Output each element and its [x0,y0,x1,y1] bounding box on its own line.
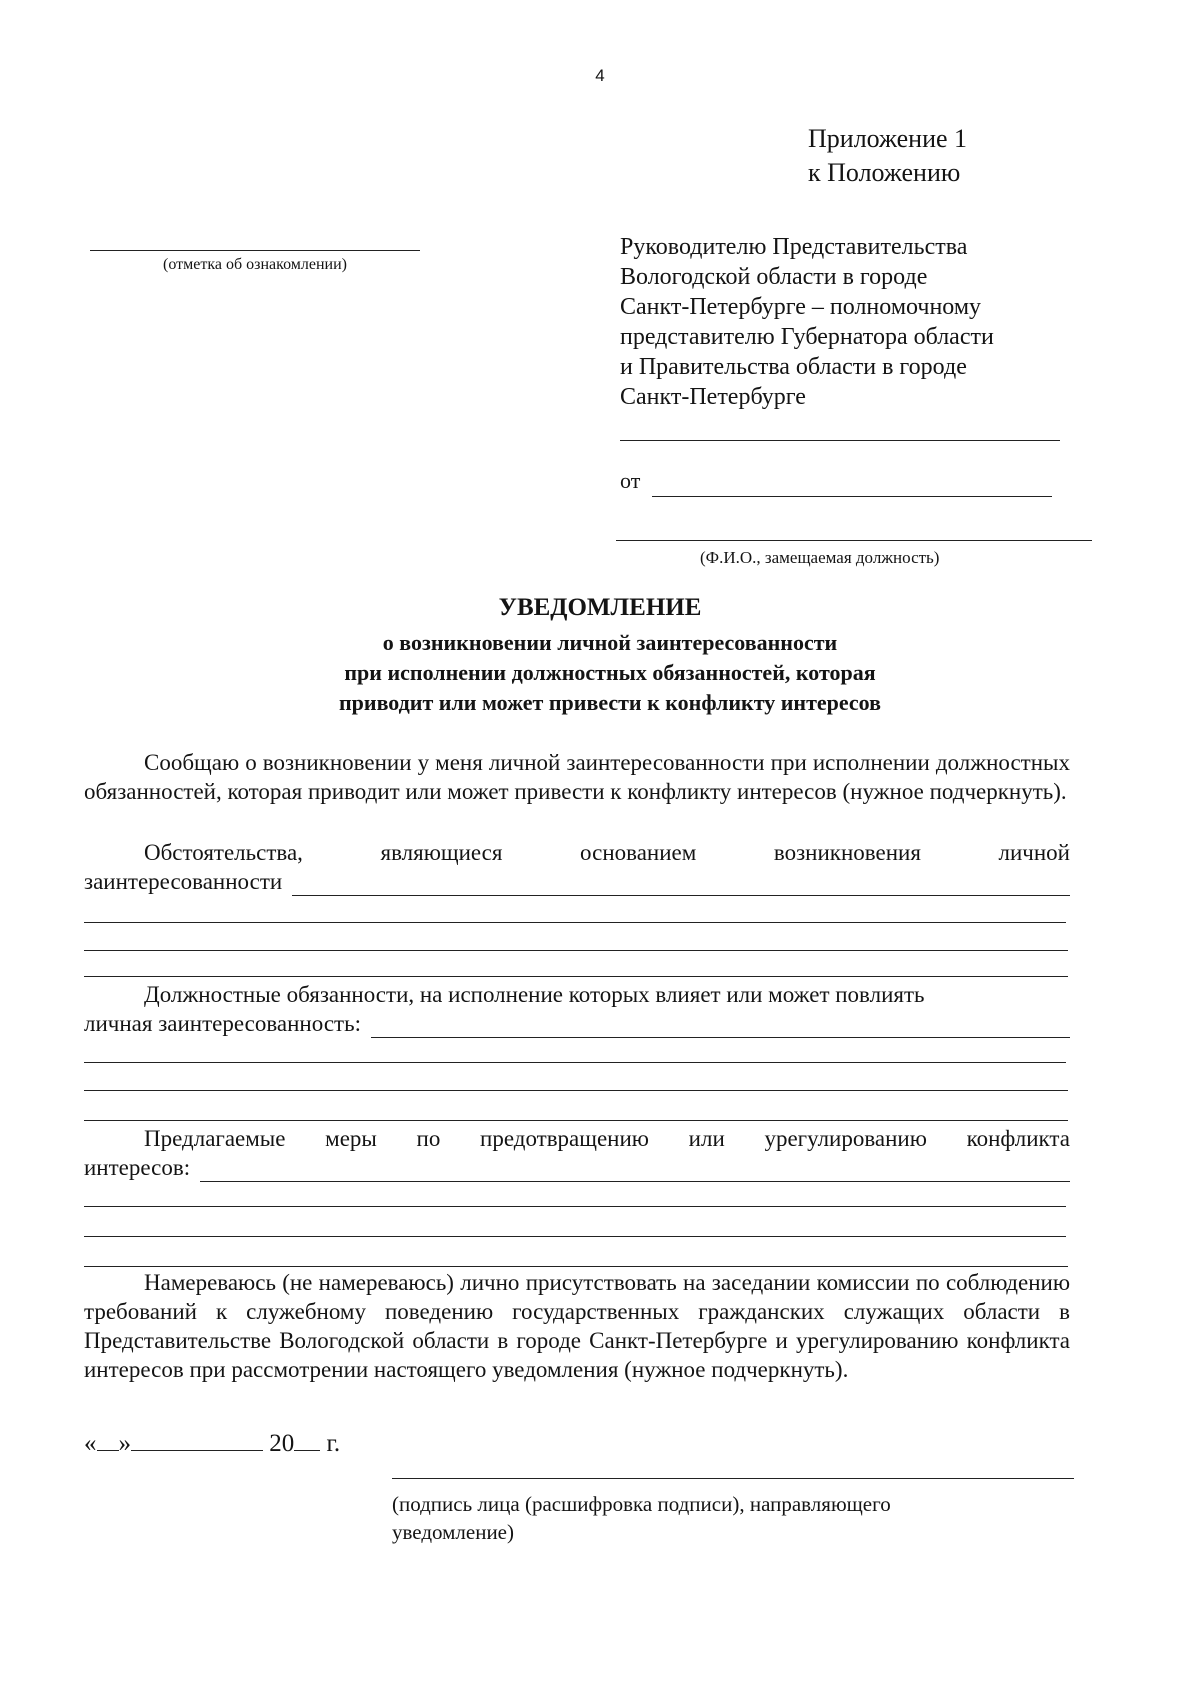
duties-blank-line[interactable] [84,1090,1068,1091]
duties-input-line[interactable] [371,1015,1070,1038]
sender-position-line [616,540,1092,541]
addressee-line: Вологодской области в городе [620,264,928,290]
circumstances-blank-line[interactable] [84,950,1068,951]
year-blank[interactable] [294,1428,320,1451]
duties-line: Должностные обязанности, на исполнение которых влияет или может повлиять [144,982,925,1007]
circumstances-heading [84,838,1070,867]
circumstances-word: являющиеся [380,840,503,865]
addressee-line: Руководителю Представительства [620,234,968,260]
subtitle-line: приводит или может привести к конфликту интересов [338,690,882,715]
circumstances-word: основанием [580,840,697,865]
document-subtitle [0,628,1200,718]
measures-blank-line[interactable] [84,1206,1066,1207]
addressee-block [620,232,994,412]
signature-caption [392,1490,891,1546]
sender-name-line [652,496,1052,497]
measures-word: урегулированию [764,1126,927,1151]
circumstances-word: личной [998,840,1070,865]
circumstances-input-line[interactable] [292,873,1070,896]
circumstances-word: Обстоятельства, [144,840,303,865]
signature-caption-line: (подпись лица (расшифровка подписи), направляющего [392,1492,891,1516]
date-open-quote: « [84,1430,97,1457]
month-blank[interactable] [131,1428,263,1451]
circumstances-blank-line[interactable] [84,976,1068,977]
day-blank[interactable] [97,1428,119,1451]
circumstances-field[interactable] [84,867,1070,896]
circumstances-label: заинтересованности [84,869,283,894]
measures-blank-line[interactable] [84,1236,1066,1237]
addressee-blank-line [620,440,1060,441]
duties-blank-line[interactable] [84,1120,1068,1121]
page-number: 4 [595,66,605,85]
from-label: от [620,468,641,493]
signature-line[interactable] [392,1478,1074,1479]
circumstances-blank-line[interactable] [84,922,1066,923]
measures-field[interactable] [84,1153,1070,1182]
fio-caption: (Ф.И.О., замещаемая должность) [700,548,940,567]
signature-caption-line: уведомление) [392,1520,515,1544]
addressee-line: и Правительства области в городе [620,354,967,380]
measures-heading [84,1124,1070,1153]
circumstances-word: возникновения [773,840,921,865]
subtitle-line: при исполнении должностных обязанностей, которая [344,660,876,685]
addressee-line: Санкт-Петербурге [620,384,806,410]
subtitle-line: о возникновении личной заинтересованности [382,630,838,655]
measures-word: по [416,1126,441,1151]
duties-blank-line[interactable] [84,1062,1066,1063]
acknowledgment-line [90,250,420,251]
year-prefix: 20 [269,1430,295,1457]
duties-field[interactable] [84,1009,1070,1038]
document-title: УВЕДОМЛЕНИЕ [498,594,702,621]
intent-paragraph: Намереваюсь (не намереваюсь) лично присутствовать на заседании комиссии по соблюдению требований к служебному поведению государственных гражданских служащих области в Представительстве Вологодской области в городе Санкт-Петербурге и урегулированию конфликта интересов при рассмотрении настоящего уведомления (нужное подчеркнуть). [84,1270,1070,1382]
measures-label: интересов: [84,1155,191,1180]
measures-word: Предлагаемые [144,1126,286,1151]
appendix-header [808,122,967,190]
appendix-reference: к Положению [808,158,961,187]
addressee-line: представителю Губернатора области [620,324,994,350]
acknowledgment-caption: (отметка об ознакомлении) [163,256,347,273]
measures-word: конфликта [966,1126,1070,1151]
measures-blank-line[interactable] [84,1266,1068,1267]
measures-input-line[interactable] [200,1159,1070,1182]
measures-word: предотвращению [480,1126,649,1151]
appendix-number: Приложение 1 [808,124,968,153]
notification-paragraph: Сообщаю о возникновении у меня личной заинтересованности при исполнении должностных обязанностей, которая приводит или может привести к конфликту интересов (нужное подчеркнуть). [84,750,1070,804]
measures-word: меры [325,1126,377,1151]
date-field[interactable] [84,1428,340,1458]
addressee-line: Санкт-Петербурге – полномочному [620,294,982,320]
year-suffix: г. [326,1430,341,1457]
measures-word: или [688,1126,725,1151]
duties-label: личная заинтересованность: [84,1011,361,1036]
date-close-quote: » [118,1430,131,1457]
